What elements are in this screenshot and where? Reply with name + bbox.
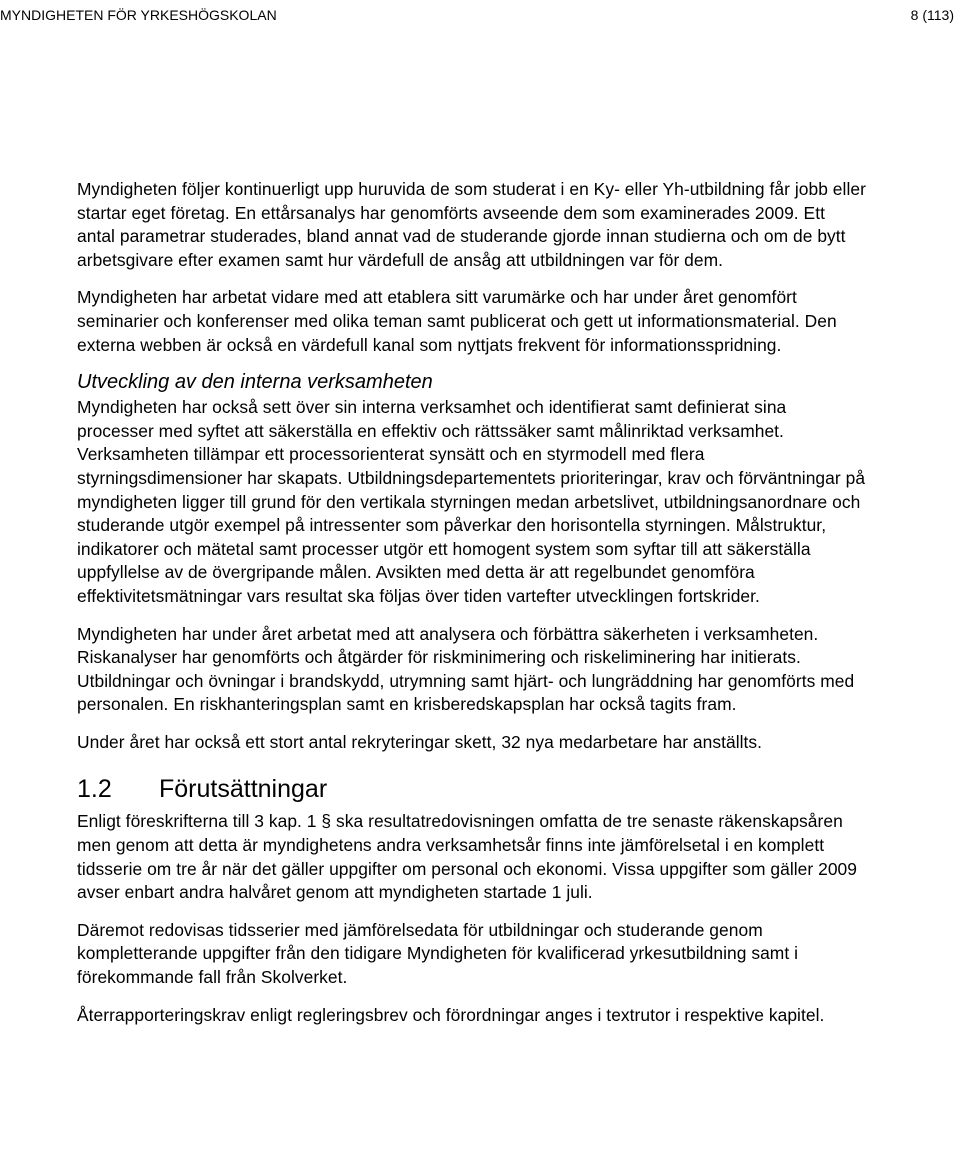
document-body [77, 178, 867, 1027]
paragraph-security-work: Myndigheten har under året arbetat med att analysera och förbättra säkerheten i verksamheten. Riskanalyser har genomförts och åtgärder för riskminimering och riskeliminering har initierats. Utbildningar och övningar i brandskydd, utrymning samt hjärt- och lungräddning har genomförts med personalen. En riskhanteringsplan samt en krisberedskapsplan har också tagits fram. [77, 623, 855, 715]
section-number: 1.2 [77, 775, 112, 804]
section-title: Förutsättningar [159, 775, 328, 804]
paragraph-graduate-follow-up: Myndigheten följer kontinuerligt upp huruvida de som studerat i en Ky- eller Yh-utbildning får jobb eller startar eget företag. En ettårsanalys har genomförts avseende dem som examinerades 2009. Ett antal parametrar studerades, bland annat vad de studerande gjorde innan studierna och om de bytt arbetsgivare efter examen samt hur värdefull de ansåg att utbildningen var för dem. [77, 179, 866, 270]
paragraph-recruitment: Under året har också ett stort antal rekryteringar skett, 32 nya medarbetare har anställts. [77, 731, 763, 752]
paragraph-reporting-requirements: Återrapporteringskrav enligt regleringsbrev och förordningar anges i textrutor i respektive kapitel. [77, 1004, 825, 1025]
organization-name: MYNDIGHETEN FÖR YRKESHÖGSKOLAN [0, 7, 277, 23]
paragraph-reporting-period: Enligt föreskrifterna till 3 kap. 1 § ska resultatredovisningen omfatta de tre senaste räkenskapsåren men genom att detta är myndighetens andra verksamhetsår finns inte jämförelsetal i en komplett tidsserie om tre år när det gäller uppgifter om personal och ekonomi. Vissa uppgifter som gäller 2009 avser enbart andra halvåret genom att myndigheten startade 1 juli. [77, 811, 857, 903]
running-header [0, 6, 954, 28]
paragraph-brand-communication: Myndigheten har arbetat vidare med att etablera sitt varumärke och har under året genomfört seminarier och konferenser med olika teman samt publicerat och gett ut informationsmaterial. Den externa webben är också en värdefull kanal som nyttjats frekvent för informationsspridning. [77, 287, 837, 355]
paragraph-internal-processes: Myndigheten har också sett över sin interna verksamhet och identifierat samt definierat sina processer med syftet att säkerställa en effektiv och rättssäker samt målinriktad verksamhet. Verksamheten tillämpar ett processorienterat synsätt och en styrmodell med flera styrningsdimensioner har skapats. Utbildningsdepartementets prioriteringar, krav och förväntningar på myndigheten ligger till grund för den vertikala styrningen medan arbetslivet, utbildningsanordnare och studerande utgör exempel på intressenter som påverkar den horisontella styrningen. Målstruktur, indikatorer och mätetal samt processer utgör ett homogent system som syftar till att säkerställa uppfyllelse av de övergripande målen. Avsikten med detta är att regelbundet genomföra effektivitetsmätningar vars resultat ska följas över tiden vartefter utvecklingen fortskrider. [77, 397, 866, 606]
subheading-internal-development: Utveckling av den interna verksamheten [77, 371, 433, 394]
paragraph-time-series: Däremot redovisas tidsserier med jämförelsedata för utbildningar och studerande genom kompletterande uppgifter från den tidigare Myndigheten för kvalificerad yrkesutbildning samt i förekommande fall från Skolverket. [77, 919, 799, 988]
section-heading [77, 774, 867, 804]
page-number: 8 (113) [910, 7, 954, 23]
